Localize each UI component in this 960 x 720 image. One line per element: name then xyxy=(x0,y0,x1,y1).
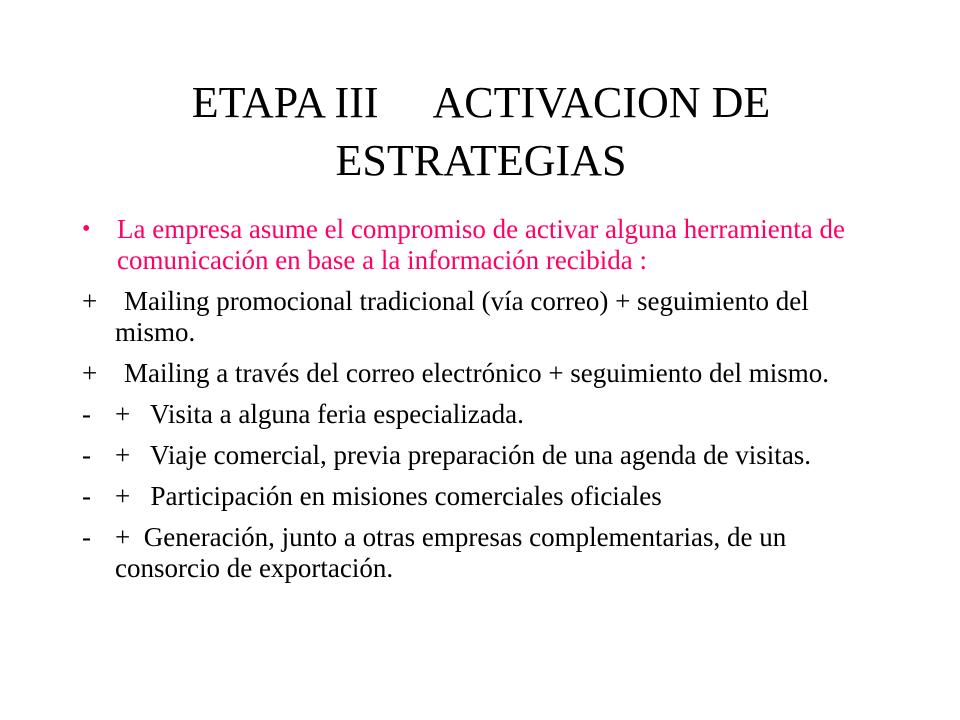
list-item-trade-missions xyxy=(82,481,882,512)
list-item-mailing-email xyxy=(82,358,882,389)
list-item-mailing-traditional xyxy=(82,286,882,348)
list-item-text: Mailing promocional tradicional (vía correo) + seguimiento del mismo. xyxy=(115,286,809,347)
dash-marker: - xyxy=(82,522,91,552)
dash-marker: - xyxy=(82,440,91,470)
list-item-text: + Visita a alguna feria especializada. xyxy=(115,399,524,429)
list-item-intro xyxy=(82,214,882,276)
slide-title xyxy=(96,74,866,190)
title-heading: ACTIVACION DE ESTRATEGIAS xyxy=(335,78,771,185)
plus-marker: + xyxy=(82,358,98,388)
slide-body xyxy=(82,214,882,594)
bullet-marker: • xyxy=(82,216,91,242)
list-item-export-consortium xyxy=(82,522,882,584)
list-item-business-trip xyxy=(82,440,882,471)
list-item-text: Mailing a través del correo electrónico + seguimiento del mismo. xyxy=(124,358,830,388)
list-item-text: + Generación, junto a otras empresas complementarias, de un consorcio de exportación. xyxy=(115,522,793,583)
list-item-text: + Participación en misiones comerciales oficiales xyxy=(115,481,662,511)
list-item-text: La empresa asume el compromiso de activar alguna herramienta de comunicación en base a la información recibida : xyxy=(117,214,845,275)
dash-marker: - xyxy=(82,399,91,429)
title-stage: ETAPA III xyxy=(191,78,379,127)
list-item-trade-fair xyxy=(82,399,882,430)
list-item-text: + Viaje comercial, previa preparación de una agenda de visitas. xyxy=(115,440,812,470)
dash-marker: - xyxy=(82,481,91,511)
plus-marker: + xyxy=(82,286,98,316)
